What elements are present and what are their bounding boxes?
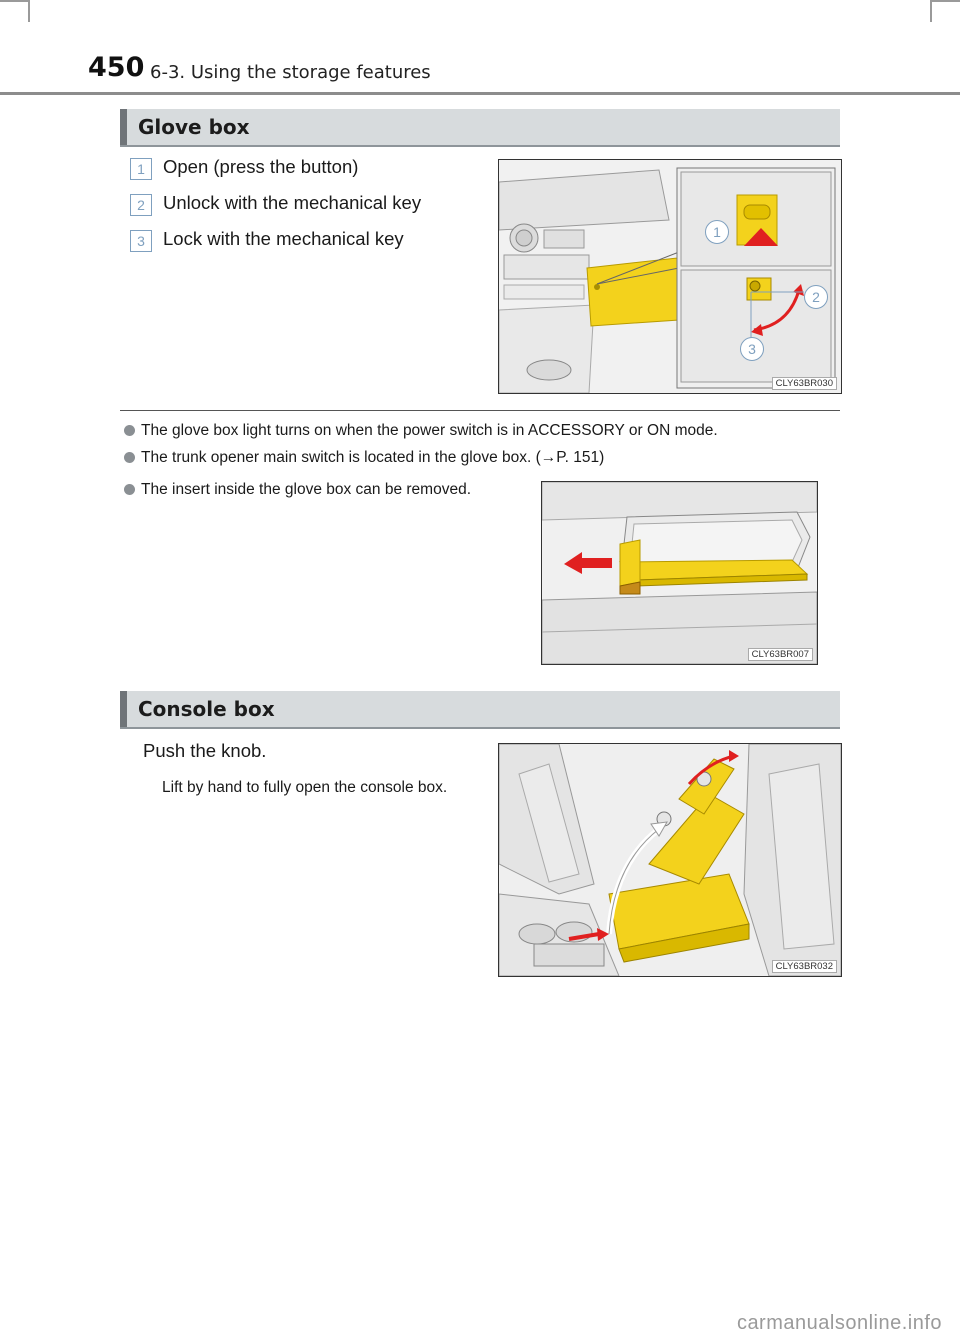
note-text: The glove box light turns on when the power switch is in ACCESSORY or ON mode. [141,422,718,439]
console-box-figure [498,743,842,977]
glove-box-heading [120,109,840,147]
callout-1: 1 [705,220,729,244]
step-number: 3 [130,230,152,252]
note-insert [124,480,524,500]
console-note: Lift by hand to fully open the console box. [162,779,448,796]
bullet-icon [124,484,135,495]
note-trunk-opener [124,449,604,467]
glove-box-insert-figure [541,481,818,665]
console-box-heading-text: Console box [138,697,275,721]
callout-3: 3 [740,337,764,361]
heading-bar [120,109,127,145]
console-step: Push the knob. [143,740,267,761]
header-divider [0,92,960,95]
crop-mark [28,0,30,22]
notes-divider [120,410,840,411]
figure-code: CLY63BR030 [772,377,837,390]
figure-code: CLY63BR007 [748,648,813,661]
crop-mark [930,0,932,22]
heading-bar [120,691,127,727]
step-text: Unlock with the mechanical key [163,192,422,213]
note-text: The insert inside the glove box can be removed. [141,481,471,498]
step-text: Open (press the button) [163,156,359,177]
note-text: The trunk opener main switch is located in the glove box. (→P. 151) [141,449,605,466]
bullet-icon [124,452,135,463]
page-number: 450 [88,52,145,83]
glove-box-heading-text: Glove box [138,115,250,139]
watermark[interactable]: carmanualsonline.info [736,1312,942,1334]
callout-2: 2 [804,285,828,309]
step-number: 1 [130,158,152,180]
step-text: Lock with the mechanical key [163,228,404,249]
glove-box-figure [498,159,842,394]
figure-code: CLY63BR032 [772,960,837,973]
glove-box-illustration [499,160,841,393]
insert-illustration [542,482,817,664]
bullet-icon [124,425,135,436]
crop-mark [932,0,960,2]
note-light [124,422,718,440]
console-illustration [499,744,841,976]
section-title: 6-3. Using the storage features [150,62,431,83]
console-box-heading [120,691,840,729]
step-number: 2 [130,194,152,216]
crop-mark [0,0,28,2]
